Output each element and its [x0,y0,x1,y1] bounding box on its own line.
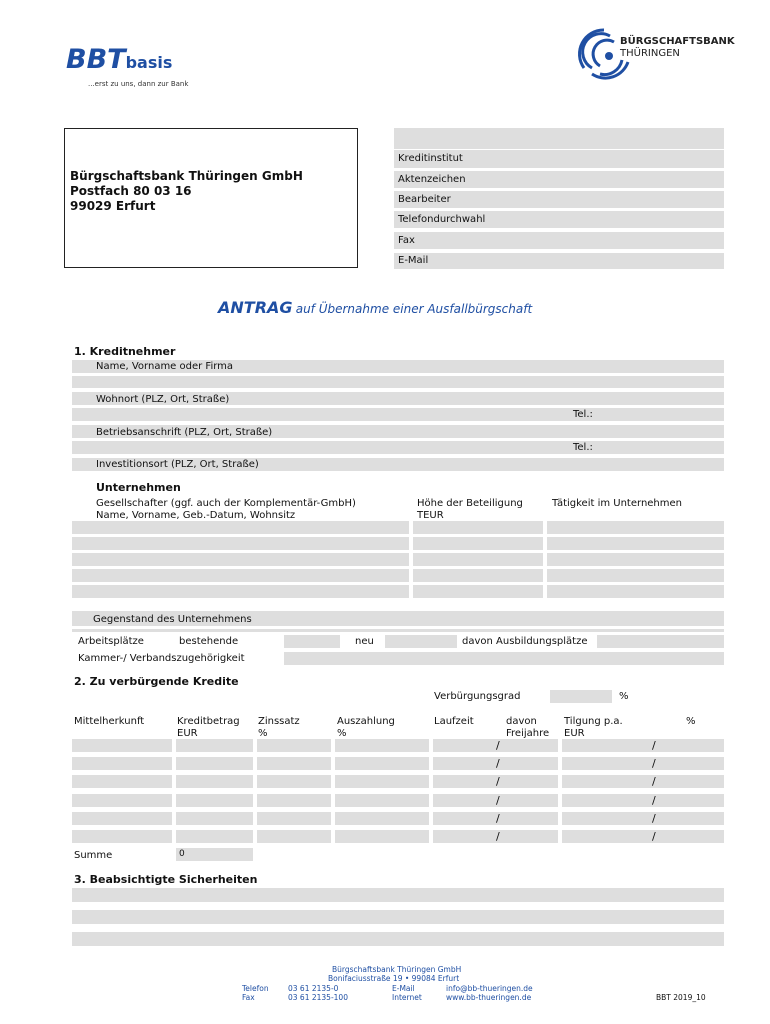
section1-heading: 1. Kreditnehmer [74,345,176,358]
verb-grad-label: Verbürgungsgrad [434,691,521,702]
verb-grad-percent: % [619,691,629,702]
taetigkeit-label: Tätigkeit im Unternehmen [552,498,683,509]
kredit-field[interactable] [176,830,253,843]
tilg-field[interactable] [562,775,724,788]
gesell-teur-row-3[interactable] [413,553,543,566]
gesell-name-row-2[interactable] [72,537,409,550]
ausz-field[interactable] [335,739,429,752]
buergschaftsbank-logo [574,24,744,82]
address-line1: Bürgschaftsbank Thüringen GmbH [70,169,303,183]
gesell-teur-row-2[interactable] [413,537,543,550]
col-pct-label: % [686,716,696,727]
sicherheiten-field-2[interactable] [72,910,724,924]
gesell-label-1: Gesellschafter (ggf. auch der Komplementär-GmbH) [96,498,356,509]
aktenzeichen-label: Aktenzeichen [398,174,466,185]
tilg-field[interactable] [562,830,724,843]
tel-label-1: Tel.: [573,409,593,420]
neu-field[interactable] [385,635,457,648]
summe-field [176,848,253,861]
zins-field[interactable] [257,830,331,843]
kammer-field[interactable] [284,652,724,665]
section3-heading: 3. Beabsichtigte Sicherheiten [74,873,258,886]
wohnort-field-2[interactable] [72,408,724,421]
summe-label: Summe [74,850,113,861]
gegenstand-label: Gegenstand des Unternehmens [93,614,252,625]
tel-label-2: Tel.: [573,442,593,453]
col-davon-label-1: davon [506,716,537,727]
tilg-field[interactable] [562,812,724,825]
fax-label: Fax [398,235,415,246]
footer-fax-label: Fax [242,993,255,1002]
zins-field[interactable] [257,812,331,825]
mittel-field[interactable] [72,775,172,788]
gesell-name-row-4[interactable] [72,569,409,582]
tilg-slash: / [652,812,656,825]
bearbeiter-label: Bearbeiter [398,194,451,205]
gesell-teur-row-1[interactable] [413,521,543,534]
tilg-field[interactable] [562,794,724,807]
ausz-field[interactable] [335,812,429,825]
footer-street: Bonifaciusstraße 19 • 99084 Erfurt [328,974,460,983]
ausz-field[interactable] [335,830,429,843]
laufzeit-slash: / [496,775,500,788]
gesell-teur-row-5[interactable] [413,585,543,598]
laufzeit-slash: / [496,739,500,752]
footer-telefon: 03 61 2135-0 [288,984,339,993]
invest-label: Investitionsort (PLZ, Ort, Straße) [96,459,259,470]
gesell-taet-row-5[interactable] [547,585,724,598]
arbeitsplaetze-label: Arbeitsplätze [78,636,144,647]
tilg-field[interactable] [562,739,724,752]
fax-field[interactable] [394,232,724,249]
kreditinstitut-field[interactable] [394,150,724,168]
name-label: Name, Vorname oder Firma [96,361,234,372]
logo-slogan: ...erst zu uns, dann zur Bank [88,80,189,88]
betrieb-label: Betriebsanschrift (PLZ, Ort, Straße) [96,427,273,438]
bearbeiter-field[interactable] [394,191,724,208]
form-id: BBT 2019_10 [656,993,706,1002]
kammer-label: Kammer-/ Verbandszugehörigkeit [78,653,245,664]
footer-telefon-label: Telefon [242,984,269,993]
sicherheiten-field-1[interactable] [72,888,724,902]
laufzeit-slash: / [496,794,500,807]
address-box [64,128,358,268]
email-field[interactable] [394,253,724,269]
tilg-slash: / [652,775,656,788]
tilg-field[interactable] [562,757,724,770]
col-mittel-label: Mittelherkunft [74,716,145,727]
footer-internet-label: Internet [392,993,422,1002]
gesell-taet-row-4[interactable] [547,569,724,582]
footer-fax: 03 61 2135-100 [288,993,348,1002]
col-kredit-label-2: EUR [177,728,198,739]
ausz-field[interactable] [335,775,429,788]
kredit-field[interactable] [176,812,253,825]
info-top-field[interactable] [394,128,724,149]
col-tilg-label-2: EUR [564,728,585,739]
col-ausz-label-2: % [337,728,347,739]
footer-internet[interactable]: www.bb-thueringen.de [446,993,532,1002]
col-davon-label-2: Freijahre [506,728,550,739]
betrieb-field-2[interactable] [72,441,724,454]
mittel-field[interactable] [72,794,172,807]
zins-field[interactable] [257,757,331,770]
telefondurchwahl-label: Telefondurchwahl [398,214,486,225]
summe-value: 0 [179,849,185,859]
mittel-field[interactable] [72,739,172,752]
hoehe-label-1: Höhe der Beteiligung [417,498,523,509]
aktenzeichen-field[interactable] [394,171,724,188]
sicherheiten-field-3[interactable] [72,932,724,946]
col-kredit-label-1: Kreditbetrag [177,716,240,727]
laufzeit-slash: / [496,830,500,843]
gesell-name-row-5[interactable] [72,585,409,598]
tilg-slash: / [652,739,656,752]
bank-name-line2: THÜRINGEN [620,48,680,59]
mittel-field[interactable] [72,812,172,825]
col-zins-label-2: % [258,728,268,739]
ausbildung-label: davon Ausbildungsplätze [462,636,588,647]
section2-heading: 2. Zu verbürgende Kredite [74,675,239,688]
gesell-taet-row-2[interactable] [547,537,724,550]
laufzeit-slash: / [496,757,500,770]
telefondurchwahl-field[interactable] [394,211,724,228]
col-laufzeit-label: Laufzeit [434,716,474,727]
zins-field[interactable] [257,739,331,752]
logo-basis-text: basis [125,53,173,72]
neu-label: neu [355,636,374,647]
footer-company: Bürgschaftsbank Thüringen GmbH [332,965,462,974]
bestehende-label: bestehende [179,636,239,647]
bestehende-field[interactable] [284,635,340,648]
gesell-taet-row-3[interactable] [547,553,724,566]
gesell-teur-row-4[interactable] [413,569,543,582]
footer-email[interactable]: info@bb-thueringen.de [446,984,533,993]
unternehmen-heading: Unternehmen [96,481,181,494]
zins-field[interactable] [257,775,331,788]
kredit-field[interactable] [176,794,253,807]
logo-bbt-text: BBT [66,44,126,75]
kredit-field[interactable] [176,775,253,788]
email-label: E-Mail [398,255,429,266]
name-field-2[interactable] [72,376,724,388]
mittel-field[interactable] [72,757,172,770]
title-antrag: ANTRAG [218,298,293,317]
gegenstand-field-2[interactable] [72,629,724,632]
zins-field[interactable] [257,794,331,807]
col-zins-label-1: Zinssatz [258,716,300,727]
ausz-field[interactable] [335,757,429,770]
gesell-name-row-3[interactable] [72,553,409,566]
tilg-slash: / [652,757,656,770]
kredit-field[interactable] [176,757,253,770]
ausz-field[interactable] [335,794,429,807]
verb-grad-field[interactable] [550,690,612,703]
kredit-field[interactable] [176,739,253,752]
ausbildung-field[interactable] [597,635,724,648]
gesell-name-row-1[interactable] [72,521,409,534]
laufzeit-slash: / [496,812,500,825]
wohnort-label: Wohnort (PLZ, Ort, Straße) [96,394,230,405]
hoehe-label-2: TEUR [417,510,444,521]
address-line2: Postfach 80 03 16 [70,184,192,198]
col-tilg-label-1: Tilgung p.a. [564,716,623,727]
bbt-basis-logo [66,44,172,75]
col-ausz-label-1: Auszahlung [337,716,395,727]
gesell-label-2: Name, Vorname, Geb.-Datum, Wohnsitz [96,510,296,521]
title-rest: auf Übernahme einer Ausfallbürgschaft [295,302,533,316]
footer-email-label: E-Mail [392,984,415,993]
bank-name-line1: BÜRGSCHAFTSBANK [620,36,735,47]
address-line3: 99029 Erfurt [70,199,156,213]
kreditinstitut-label: Kreditinstitut [398,153,463,164]
gesell-taet-row-1[interactable] [547,521,724,534]
form-title [218,298,532,317]
tilg-slash: / [652,794,656,807]
tilg-slash: / [652,830,656,843]
mittel-field[interactable] [72,830,172,843]
